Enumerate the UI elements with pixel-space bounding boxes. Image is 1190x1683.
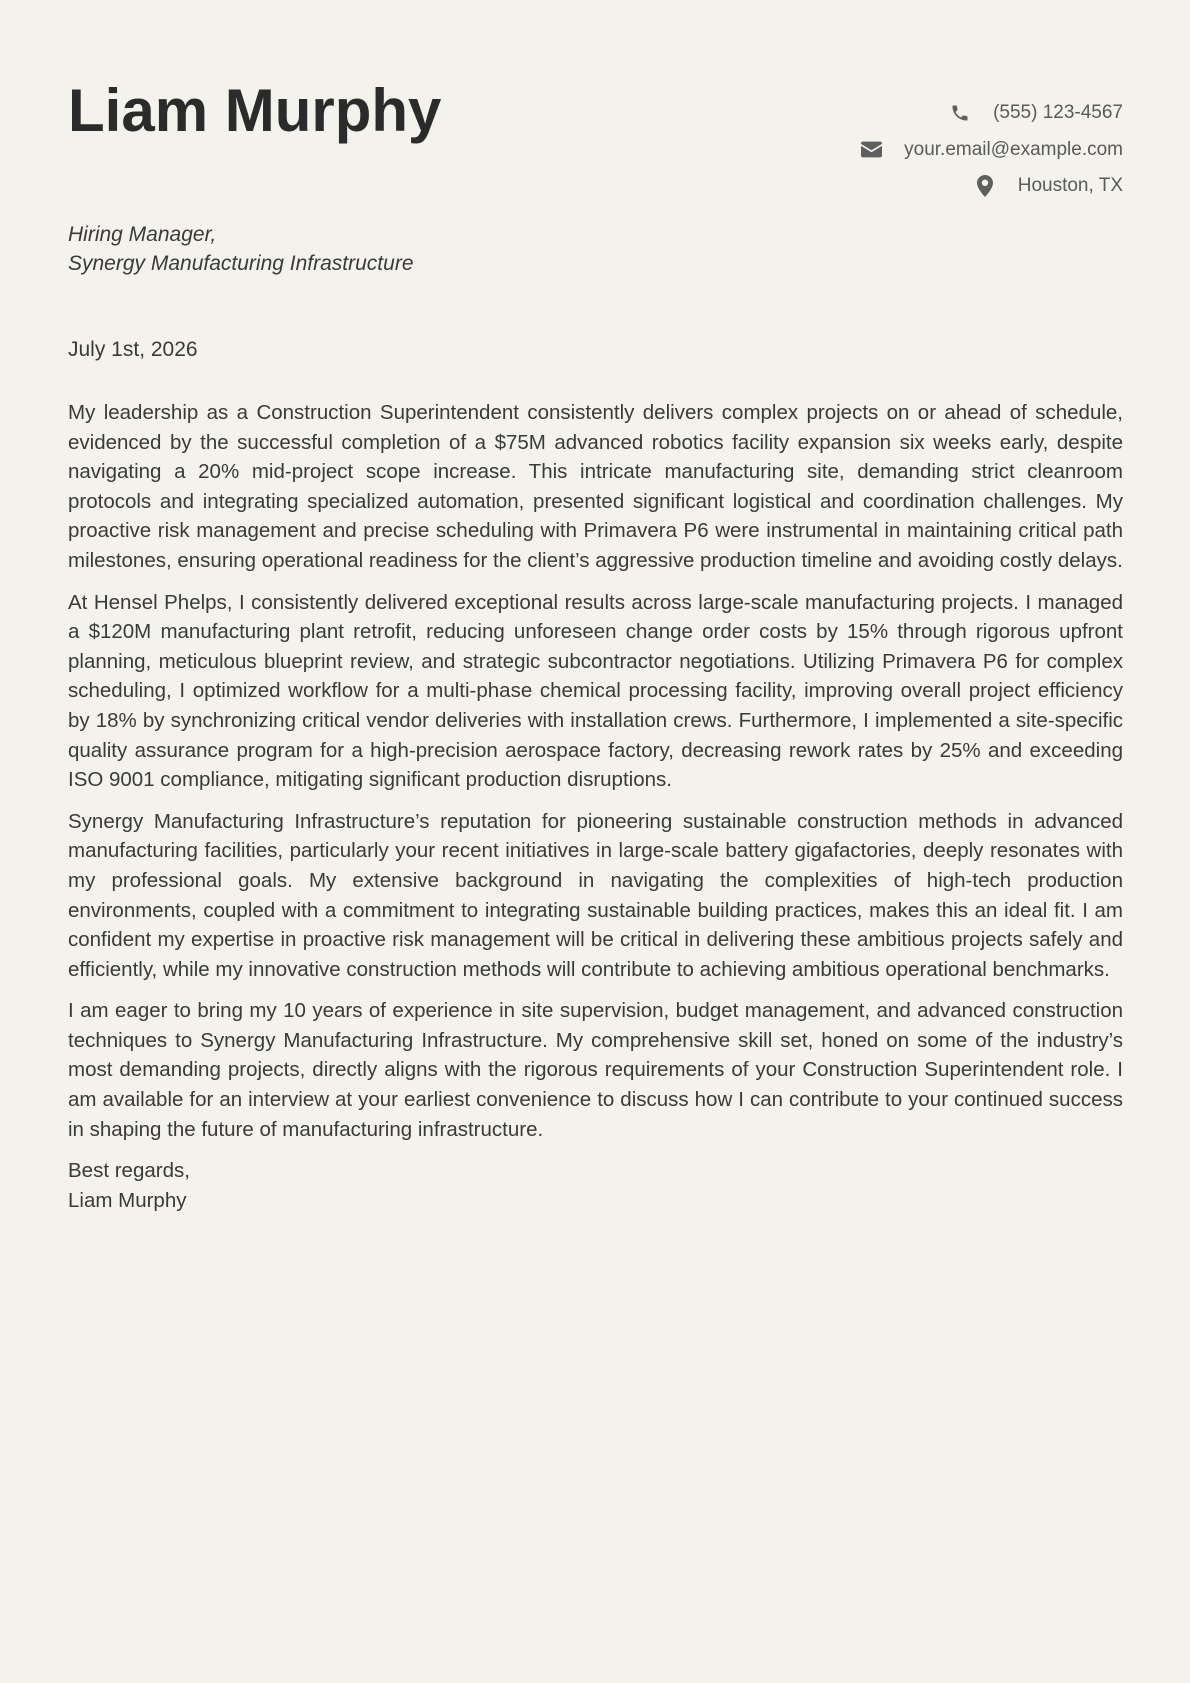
body-paragraph-3: Synergy Manufacturing Infrastructure’s reputation for pioneering sustainable construction methods in advanced manufacturing facilities, particularly your recent initiatives in large-scale battery gigafactories, deeply resonates with my professional goals. My extensive background in navigating the complexities of high-tech production environments, coupled with a commitment to integrating sustainable building practices, makes this an ideal fit. I am confident my expertise in proactive risk management will be critical in delivering these ambitious projects safely and efficiently, while my innovative construction methods will contribute to achieving ambitious operational benchmarks. [68, 809, 1123, 981]
letter-date: July 1st, 2026 [68, 338, 198, 361]
body-paragraph-4: I am eager to bring my 10 years of experience in site supervision, budget management, and advanced construction techniques to Synergy Manufacturing Infrastructure. My comprehensive skill set, honed on some of the industry’s most demanding projects, directly aligns with the rigorous requirements of your Construction Superintendent role. I am available for an interview at your earliest convenience to discuss how I can contribute to your continued success in shaping the future of manufacturing infrastructure. [68, 999, 1123, 1141]
contact-email-row [860, 132, 1123, 169]
contact-block [860, 95, 1123, 205]
phone-icon [949, 102, 971, 124]
contact-phone-row [860, 95, 1123, 132]
letter-body [68, 398, 1123, 1215]
cover-letter-page [68, 0, 1123, 1683]
body-paragraph-1: My leadership as a Construction Superintendent consistently delivers complex projects on or ahead of schedule, evidenced by the successful completion of a $75M advanced robotics facility expansion six weeks early, despite navigating a 20% mid-project scope increase. This intricate manufacturing site, demanding strict cleanroom protocols and integrating specialized automation, presented significant logistical and coordination challenges. My proactive risk management and precise scheduling with Primavera P6 were instrumental in maintaining critical path milestones, ensuring operational readiness for the client’s aggressive production timeline and avoiding costly delays. [68, 401, 1123, 572]
letter-header [68, 0, 1123, 215]
closing-block [68, 1156, 1123, 1215]
envelope-icon [860, 139, 882, 161]
recipient-company: Synergy Manufacturing Infrastructure [68, 252, 414, 275]
contact-phone: (555) 123-4567 [993, 102, 1123, 124]
closing-salutation: Best regards, [68, 1159, 190, 1183]
contact-email: your.email@example.com [904, 138, 1123, 160]
recipient-title: Hiring Manager, [68, 223, 217, 246]
applicant-name: Liam Murphy [68, 77, 442, 144]
body-paragraph-2: At Hensel Phelps, I consistently delivered exceptional results across large-scale manufacturing projects. I managed a $120M manufacturing plant retrofit, reducing unforeseen change order costs by 15% through rigorous upfront planning, meticulous blueprint review, and strategic subcontractor negotiations. Utilizing Primavera P6 for complex scheduling, I optimized workflow for a multi-phase chemical processing facility, improving overall project efficiency by 18% by synchronizing critical vendor deliveries with installation crews. Furthermore, I implemented a site-specific quality assurance program for a high-precision aerospace factory, decreasing rework rates by 25% and exceeding ISO 9001 compliance, mitigating significant production disruptions. [68, 590, 1123, 792]
recipient-block [68, 220, 414, 278]
contact-location: Houston, TX [1017, 175, 1123, 197]
contact-location-row [860, 168, 1123, 205]
closing-signature: Liam Murphy [68, 1188, 187, 1212]
map-marker-icon [974, 175, 996, 197]
